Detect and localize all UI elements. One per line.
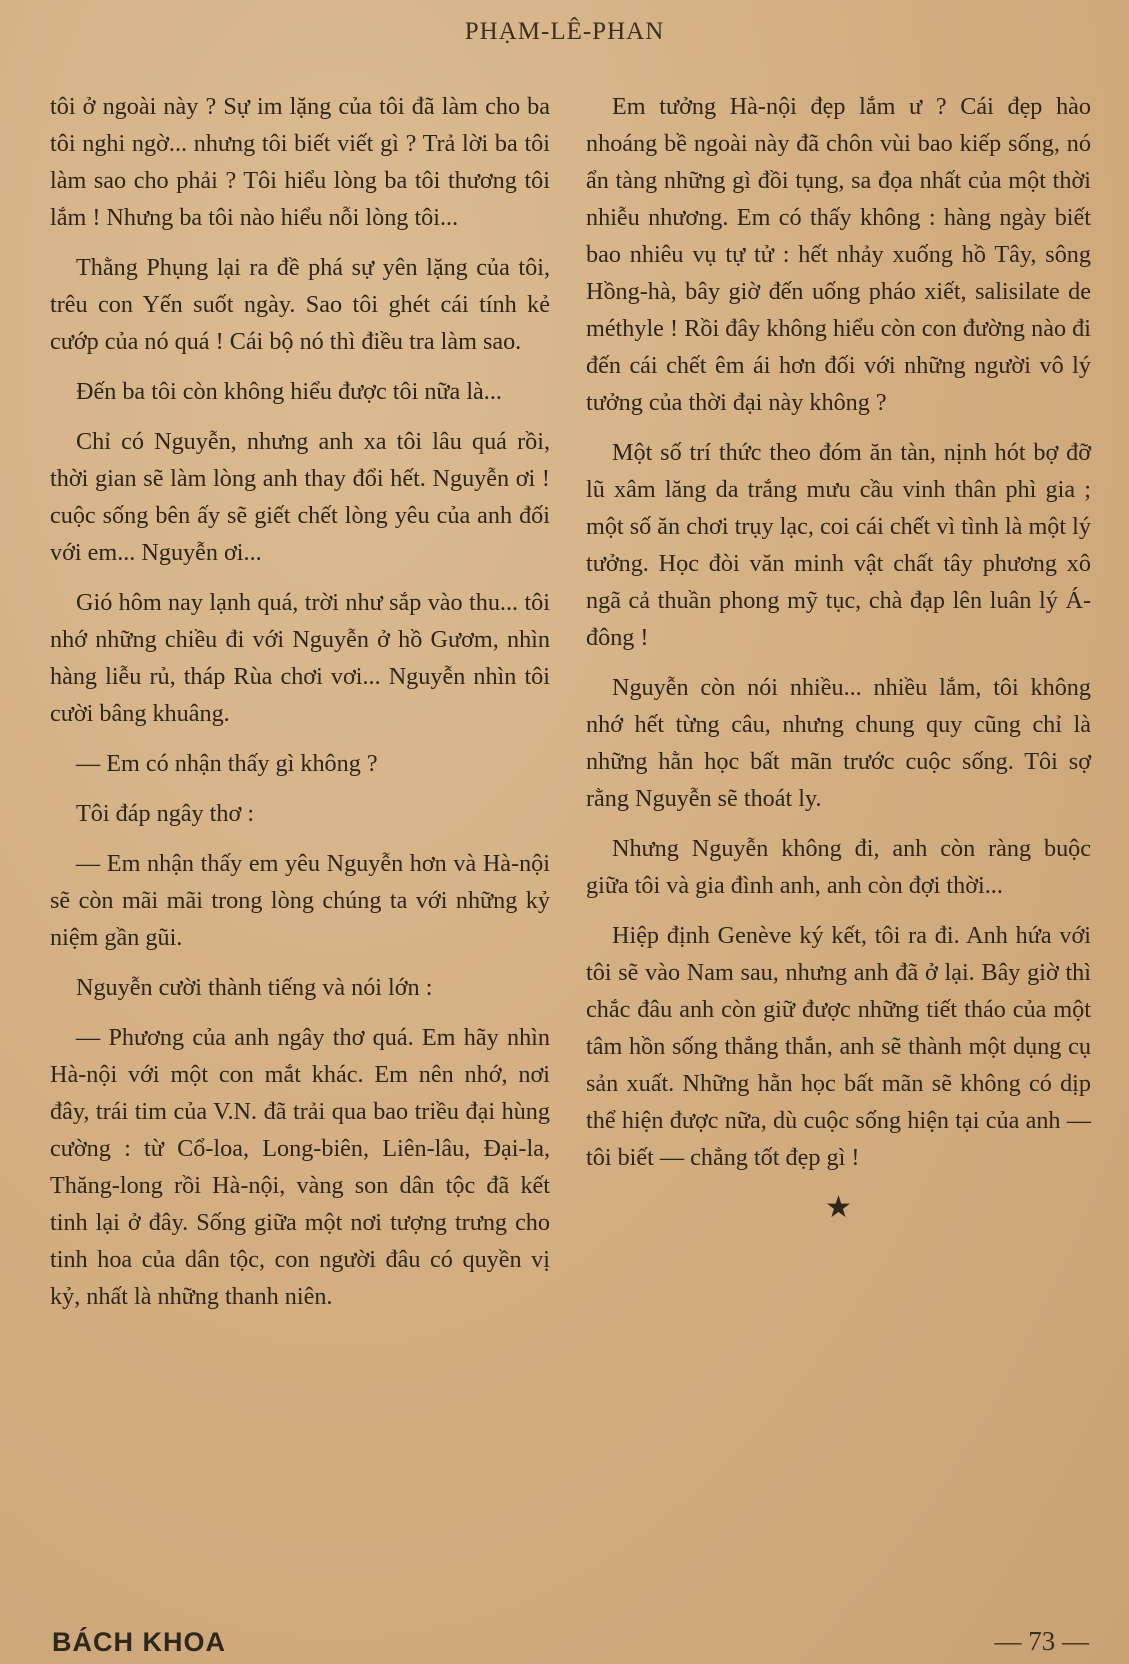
page-number: — 73 — [994, 1626, 1089, 1656]
paragraph: Nguyễn cười thành tiếng và nói lớn : [76, 974, 433, 1001]
paragraph: Thằng Phụng lại ra đề phá sự yên lặng của tôi, trêu con Yến suốt ngày. Sao tôi ghét cái tính kẻ cướp của nó quá ! Cái bộ nó thì điều tra làm sao. [50, 254, 550, 355]
dialogue-line: — Em nhận thấy em yêu Nguyễn hơn và Hà-nội sẽ còn mãi mãi trong lòng chúng ta với những kỷ niệm gần gũi. [50, 850, 550, 951]
left-column [50, 88, 550, 1328]
paragraph: Nhưng Nguyễn không đi, anh còn ràng buộc giữa tôi và gia đình anh, anh còn đợi thời... [586, 835, 1091, 899]
paragraph: Tôi đáp ngây thơ : [76, 800, 255, 827]
paragraph: Một số trí thức theo đóm ăn tàn, nịnh hót bợ đỡ lũ xâm lăng da trắng mưu cầu vinh thân phì gia ; một số ăn chơi trụy lạc, coi cái chết vì tình là một lý tưởng. Học đòi văn minh vật chất tây phương xô ngã cả thuần phong mỹ tục, chà đạp lên luân lý Á-đông ! [586, 439, 1091, 651]
right-column [586, 88, 1091, 1226]
running-head: PHẠM-LÊ-PHAN [464, 18, 665, 45]
magazine-name: BÁCH KHOA [52, 1627, 226, 1657]
paragraph: Nguyễn còn nói nhiều... nhiều lắm, tôi không nhớ hết từng câu, nhưng chung quy cũng chỉ là những hằn học bất mãn trước cuộc sống. Tôi sợ rằng Nguyễn sẽ thoát ly. [586, 674, 1091, 812]
paragraph: Em tưởng Hà-nội đẹp lắm ư ? Cái đẹp hào nhoáng bề ngoài này đã chôn vùi bao kiếp sống, nó ẩn tàng những gì đồi tụng, sa đọa nhất của một thời nhiễu nhương. Em có thấy không : hàng ngày biết bao nhiêu vụ tự tử : hết nhảy xuống hồ Tây, sông Hồng-hà, bây giờ đến uống pháo xiết, salisilate de méthyle ! Rồi đây không hiểu còn con đường nào đi đến cái chết êm ái hơn đối với những người vô lý tưởng của thời đại này không ? [586, 93, 1091, 416]
paragraph: Chỉ có Nguyễn, nhưng anh xa tôi lâu quá rồi, thời gian sẽ làm lòng anh thay đổi hết. Nguyễn ơi ! cuộc sống bên ấy sẽ giết chết lòng yêu của anh đối với em... Nguyễn ơi... [50, 428, 550, 566]
dialogue-line: — Em có nhận thấy gì không ? [76, 750, 378, 777]
paragraph: Hiệp định Genève ký kết, tôi ra đi. Anh hứa với tôi sẽ vào Nam sau, nhưng anh đã ở lại. Bây giờ thì chắc đâu anh còn giữ được những tiết tháo của một tâm hồn sống thẳng thắn, anh sẽ thành một dụng cụ sản xuất. Những hằn học bất mãn sẽ không có dịp thể hiện được nữa, dù cuộc sống hiện tại của anh — tôi biết — chẳng tốt đẹp gì ! [586, 922, 1091, 1171]
paragraph: tôi ở ngoài này ? Sự im lặng của tôi đã làm cho ba tôi nghi ngờ... nhưng tôi biết viết gì ? Trả lời ba tôi làm sao cho phải ? Tôi hiểu lòng ba tôi thương tôi lắm ! Nhưng ba tôi nào hiểu nỗi lòng tôi... [50, 93, 550, 231]
dialogue-line: — Phương của anh ngây thơ quá. Em hãy nhìn Hà-nội với một con mắt khác. Em nên nhớ, nơi đây, trái tim của V.N. đã trải qua bao triều đại hùng cường : từ Cổ-loa, Long-biên, Liên-lâu, Đại-la, Thăng-long rồi Hà-nội, vàng son dân tộc đã kết tinh lại ở đây. Sống giữa một nơi tượng trưng cho tinh hoa của dân tộc, con người đâu có quyền vị kỷ, nhất là những thanh niên. [50, 1024, 550, 1310]
paragraph: Gió hôm nay lạnh quá, trời như sắp vào thu... tôi nhớ những chiều đi với Nguyễn ở hồ Gươm, nhìn hàng liễu rủ, tháp Rùa chơi vơi... Nguyễn nhìn tôi cười bâng khuâng. [50, 589, 550, 727]
paragraph: Đến ba tôi còn không hiểu được tôi nữa là... [76, 378, 502, 405]
star-ornament-icon: ★ [825, 1190, 852, 1225]
